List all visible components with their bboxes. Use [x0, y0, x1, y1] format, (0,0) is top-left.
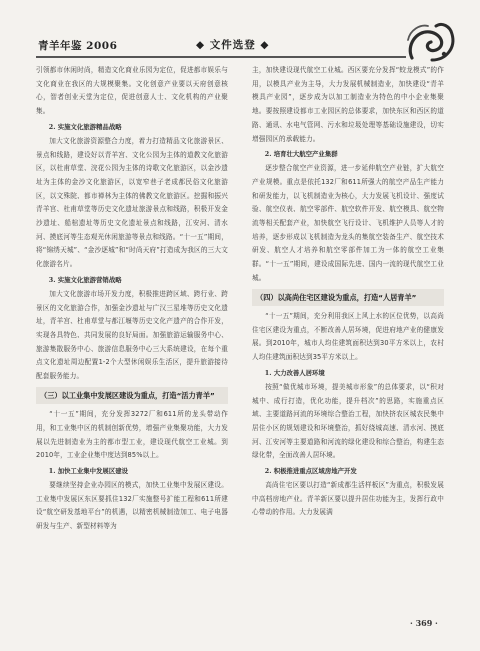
paragraph: 加大文化旅游资源整合力度，着力打造精品文化旅游景区、景点和线路，建设好以青羊宫、文化公园为主体的道教文化旅游区，以杜甫草堂、浣花公园为主体的诗歌文化旅游区，以金沙遗址为主体的金沙文化旅游区，以宽窄巷子老成都民俗文化旅游区，以文殊院、都市禅林为主体的佛教文化旅游区。挖掘和振兴青羊宫、杜甫草堂等历史文化遗址旅游景点和线路，积极开发金沙遗址、船棺遗址等历史文化遗址景点和线路，江安河、清水河、摸底河等生态观光休闲旅游等景点和线路。“十一五”期间，将“锦绣天城”、“金沙逐城”和“时尚天府”打造成为我区的三大文化旅游名片。 — [36, 136, 228, 269]
yearbook-title: 青羊年鉴 2006 — [38, 40, 118, 52]
paragraph: “十一五”期间，充分发挥3272厂和611所的龙头带动作用，和工业集中区的机制创新优势，增强产业集聚功能，大力发展以先进制造业为主的都市型工业，建设现代航空工业城。到2010年，工业企业集中度达到85%以上。 — [36, 410, 228, 460]
paragraph: 要继续坚持企业办园区的模式，加快工业集中发展区建设。工业集中发展区东区要抓住132厂实施整号扩能工程和611所建设“航空研发基地平台”的机遇，以精密机械制造加工、电子电器研发与生产、新型材料等为 — [36, 481, 228, 531]
subsection-heading: 2. 培育壮大航空产业集群 — [264, 150, 338, 159]
swirl-ornament-icon — [402, 20, 458, 64]
paragraph: 加大文化旅游市场开发力度，积极推进跨区域、跨行业、跨景区的文化旅游合作，加强金沙遗址与广汉三星堆等历史文化遗址，青羊宫、杜甫草堂与都江堰等历史文化产遗产的合作开发，实现各具特色、共同发展的良好局面。加强旅游运输服务中心、旅游集散服务中心、旅游信息服务中心三大系统建设，在每个重点文化遗址周边配置1-2个大型休闲娱乐生活区，提升旅游接待配套服务能力。 — [36, 289, 228, 381]
paragraph: 逐步整合航空产业资源，进一步延伸航空产业链，扩大航空产业规模。重点是依托132厂和611所强大的航空产品生产能力和研发能力，以飞机制造业为核心，大力发展飞机设计、强度试验、航空仪表、航空零部件、航空软件开发、航空模具、航空物流等相关配套产业，加快航空飞行设计、飞机维护人员等人才的培养，逐步形成以飞机制造为龙头的集航空装备生产、航空技术研发、航空人才培养和航空零部件加工为一体的航空工业集群。“十一五”期间，建设成国际先进、国内一流的现代航空工业城。 — [252, 164, 444, 282]
paragraph: 高尚住宅区要以打造“新成都生活样板区”为重点，积极发展中高档房地产业。青羊新区要以提升居住功能为主，发挥行政中心带动的作用。大力发展满 — [252, 481, 444, 517]
header-rule — [36, 56, 406, 58]
page-number: · 369 · — [410, 618, 438, 628]
subsection-heading: 1. 大力改善人居环境 — [264, 368, 325, 377]
subsection-heading: 1. 加快工业集中发展区建设 — [48, 467, 128, 476]
subsection-heading: 3. 实施文化旅游营销战略 — [48, 275, 122, 284]
left-column — [36, 64, 228, 534]
paragraph: 按照“做优城市环境，提美城市形象”的总体要求，以“积对城中、成行打造，优化功能，提升档次”的思路，实施重点区域、主要道路河流的环境综合整治工程，加快挤农区城农民集中居住小区的规划建设和环境整治，抓好绕城高速、清水河、摸底河、江安河等主要道路和河流的绿化建设和综合整治，构建生态绿化带，全面改善人居环境。 — [252, 382, 444, 460]
page-header — [0, 0, 480, 64]
paragraph: 主，加快建设现代航空工业城。西区要充分发挥“蛟龙模式”的作用，以模具产业为主导，大力发展机械制造业，加快建设“青羊模具产业园”，逐步成为以加工制造业为特色的中小企业集聚地。要按照建设都市工业园区的总体要求，加快东区和西区的道路、通讯、水电气管网、污水和垃圾处理等基础设施建设，切实增强园区的承载能力。 — [252, 66, 444, 143]
section-title: ◆ 文件选登 ◆ — [196, 39, 270, 51]
subsection-heading: 2. 积极推进重点区域房地产开发 — [264, 467, 357, 476]
section-heading: （三）以工业集中发展区建设为重点，打造“活力青羊” — [36, 387, 228, 405]
paragraph: “十一五”期间，充分利用我区上风上水的区位优势，以高尚住宅区建设为重点，不断改善人居环境，促进府地产业的健康发展。到2010年，城市人均住建筑面积达到30平方米以上，农村人均住建筑面积达到35平方米以上。 — [252, 312, 444, 362]
paragraph: 引领都市休闲时尚，精造文化商业乐园为定位，促进都市娱乐与文化商业在我区的大规模聚集。文化创意产业要以天府创意核心，智者创业天堂为定位，促进创意人士、文化机构的产业聚集。 — [36, 66, 228, 116]
right-column — [252, 64, 444, 520]
subsection-heading: 2. 实施文化旅游精品战略 — [48, 122, 122, 131]
section-heading: （四）以高尚住宅区建设为重点，打造“人居青羊” — [252, 289, 444, 307]
